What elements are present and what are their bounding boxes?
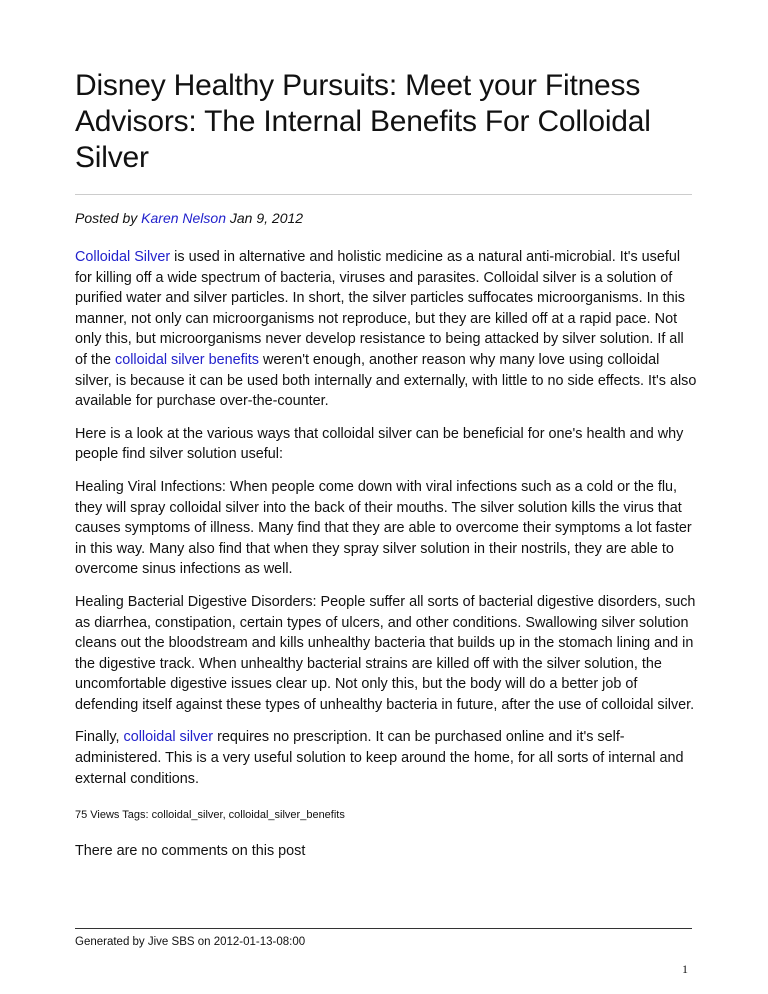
byline [75, 209, 303, 227]
intro-text-1: is used in alternative and holistic medicine as a natural anti-microbial. It's useful for killing off a wide spectrum of bacteria, viruses and parasites. Colloidal silver is a solution of purified water and silver particles. In short, the silver particles suffocates microorganisms. In this manner, not only can microorganisms not reproduce, but they are killed off at a rapid pace. Not only this, but microorganisms never develop resistance to being attacked by silver solution. If all of the [75, 249, 685, 368]
title-divider [75, 194, 692, 195]
paragraph-bacterial: Healing Bacterial Digestive Disorders: People suffer all sorts of bacterial digestive disorders, such as diarrhea, constipation, certain types of ulcers, and other conditions. Swallowing silver solution cleans out the bloodstream and kills unhealthy bacteria that builds up in the stomach lining and in the digestive track. When unhealthy bacterial strains are killed off with the silver solution, the uncomfortable digestive issues clear up. Not only this, but the body will do a better job of defending itself against these types of unhealthy bacteria in future, after the use of colloidal silver. [75, 593, 696, 713]
post-date: Jan 9, 2012 [225, 210, 304, 226]
colloidal-silver-link[interactable]: Colloidal Silver [75, 249, 171, 265]
finally-text-2: requires no prescription. It can be purchased online and it's self-administered. This is a very useful solution to keep around the home, for all sorts of internal and external conditions. [75, 729, 684, 787]
footer-generated: Generated by Jive SBS on 2012-01-13-08:00 [75, 936, 306, 948]
paragraph-intro [75, 247, 697, 412]
page-number: 1 [682, 962, 688, 976]
article-body [75, 247, 697, 801]
views-and-tags: 75 Views Tags: colloidal_silver, colloidal_silver_benefits [75, 809, 345, 821]
comments-status: There are no comments on this post [75, 843, 306, 859]
finally-text-1: Finally, [75, 729, 124, 746]
paragraph-finally [75, 727, 697, 789]
colloidal-silver-benefits-link[interactable]: colloidal silver benefits [115, 351, 259, 368]
paragraph-viral: Healing Viral Infections: When people come down with viral infections such as a cold or the flu, they will spray colloidal silver into the back of their mouths. The silver solution kills the virus that causes symptoms of illness. Many find that they are able to overcome their symptoms a lot faster in this way. Many also find that when they spray silver solution in their nostrils, they are able to overcome sinus infections as well. [75, 478, 692, 578]
intro-text-2: weren't enough, another reason why many love using colloidal silver, is because it can be used both internally and externally, with little to no side effects. It's also available for purchase over-the-counter. [75, 351, 697, 410]
page-title: Disney Healthy Pursuits: Meet your Fitness Advisors: The Internal Benefits For Colloidal Silver [75, 69, 651, 174]
footer-divider [75, 928, 692, 929]
author-link[interactable]: Karen Nelson [141, 210, 226, 226]
byline-prefix: Posted by [75, 210, 142, 226]
paragraph-overview: Here is a look at the various ways that colloidal silver can be beneficial for one's health and why people find silver solution useful: [75, 425, 684, 463]
colloidal-silver-link-2[interactable]: colloidal silver [123, 729, 214, 746]
